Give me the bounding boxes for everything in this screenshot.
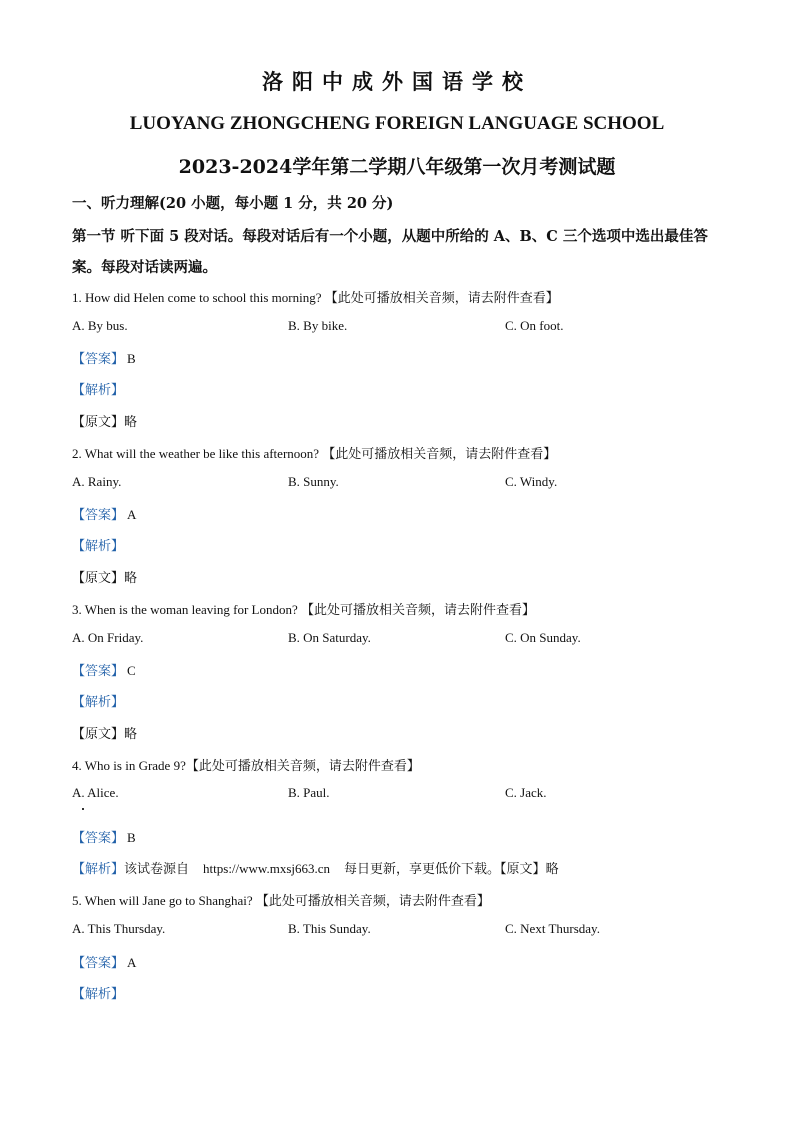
analysis-line (72, 535, 124, 554)
answer-value: B (127, 830, 136, 845)
audio-note[interactable]: 【此处可播放相关音频，请去附件查看】 (322, 447, 557, 462)
option-b: B. Sunny. (288, 474, 339, 489)
analysis-line (72, 379, 124, 398)
answer-line (72, 504, 136, 523)
original-line (72, 723, 137, 742)
answer-label: 【答案】 (72, 352, 125, 367)
answer-value: B (127, 351, 136, 366)
original-label: 【原文】 (72, 571, 125, 586)
option-b: B. This Sunday. (288, 921, 371, 936)
analysis-label: 【解析】 (72, 695, 125, 710)
question-2 (72, 443, 556, 462)
option-c: C. Windy. (505, 474, 558, 489)
answer-line (72, 827, 136, 846)
audio-note[interactable]: 【此处可播放相关音频，请去附件查看】 (324, 291, 559, 306)
original-line (72, 567, 137, 586)
stray-dot (82, 808, 84, 810)
question-stem: 4. Who is in Grade 9? (72, 758, 186, 773)
audio-note[interactable]: 【此处可播放相关音频，请去附件查看】 (301, 603, 536, 618)
option-c: C. Jack. (505, 785, 547, 800)
analysis-prefix: 该试卷源自 (124, 862, 190, 877)
answer-label: 【答案】 (72, 508, 125, 523)
analysis-line (72, 858, 559, 877)
option-c: C. On Sunday. (505, 630, 581, 645)
original-value: 略 (545, 862, 559, 877)
option-a: A. Alice. (72, 785, 119, 800)
question-1 (72, 287, 559, 306)
answer-label: 【答案】 (72, 956, 125, 971)
original-line (72, 411, 137, 430)
answer-line (72, 348, 136, 367)
answer-value: A (127, 507, 137, 522)
option-b: B. On Saturday. (288, 630, 371, 645)
section-title: 一、听力理解(20 小题，每小题 1 分，共 20 分) (72, 195, 394, 212)
question-stem: 1. How did Helen come to school this morning? (72, 290, 322, 305)
analysis-label: 【解析】 (72, 987, 125, 1002)
answer-value: C (127, 663, 136, 678)
exam-title: 2023-2024学年第二学期八年级第一次月考测试题 (178, 156, 616, 178)
audio-note[interactable]: 【此处可播放相关音频，请去附件查看】 (255, 894, 490, 909)
option-c: C. On foot. (505, 318, 564, 333)
original-value: 略 (124, 727, 138, 742)
option-b: B. Paul. (288, 785, 330, 800)
option-a: A. By bus. (72, 318, 128, 333)
original-label: 【原文】 (72, 727, 125, 742)
option-c: C. Next Thursday. (505, 921, 600, 936)
option-a: A. Rainy. (72, 474, 122, 489)
original-value: 略 (124, 415, 138, 430)
analysis-label: 【解析】 (72, 539, 125, 554)
school-name-cn: 洛阳中成外国语学校 (262, 69, 532, 94)
option-a: A. On Friday. (72, 630, 144, 645)
option-b: B. By bike. (288, 318, 348, 333)
question-stem: 2. What will the weather be like this afternoon? (72, 446, 320, 461)
answer-line (72, 660, 136, 679)
audio-note[interactable]: 【此处可播放相关音频，请去附件查看】 (185, 759, 420, 774)
question-5 (72, 890, 490, 909)
answer-line (72, 952, 136, 971)
source-link[interactable]: https://www.mxsj663.cn (203, 861, 331, 876)
question-stem: 5. When will Jane go to Shanghai? (72, 893, 253, 908)
original-label: 【原文】 (72, 415, 125, 430)
school-name-en: LUOYANG ZHONGCHENG FOREIGN LANGUAGE SCHOOL (129, 113, 665, 134)
question-4 (72, 755, 420, 774)
analysis-label: 【解析】 (72, 383, 125, 398)
original-value: 略 (124, 571, 138, 586)
answer-value: A (127, 955, 137, 970)
option-a: A. This Thursday. (72, 921, 166, 936)
question-3 (72, 599, 535, 618)
analysis-line (72, 983, 124, 1002)
analysis-label: 【解析】 (72, 862, 125, 877)
answer-label: 【答案】 (72, 664, 125, 679)
question-stem: 3. When is the woman leaving for London? (72, 602, 298, 617)
original-label: 【原文】 (500, 862, 546, 877)
analysis-suffix: 每日更新，享更低价下载。 (344, 862, 501, 877)
analysis-line (72, 691, 124, 710)
section-intro: 第一节 听下面 5 段对话。每段对话后有一个小题，从题中所给的 A、B、C 三个选项中选出最佳答案。每段对话读两遍。 (72, 228, 708, 276)
answer-label: 【答案】 (72, 831, 125, 846)
